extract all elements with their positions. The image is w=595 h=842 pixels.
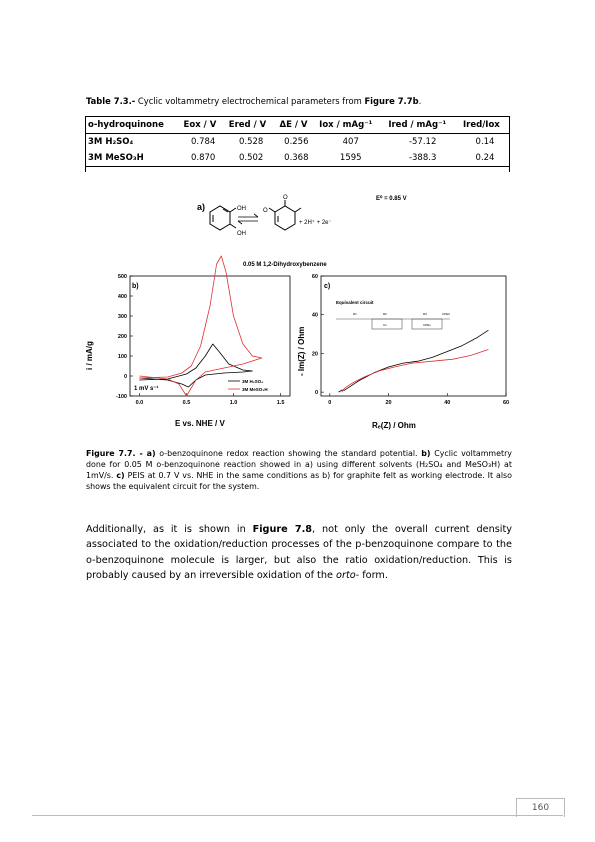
table-header: o-hydroquinone [88, 120, 164, 130]
table-header: Iox / mAg⁻¹ [319, 120, 373, 130]
panel-a-label: a) [197, 202, 206, 212]
fig-caption-c: c) [116, 471, 125, 480]
table-cell: 0.502 [238, 153, 264, 163]
panel-b [85, 256, 290, 428]
parameters-table [85, 116, 510, 167]
fig-caption-text: PEIS at 0.7 V vs. NHE in the same conditions as b) for graphite felt as working electrode. It also shows the equivalent circuit for the system. [86, 471, 512, 491]
peis-x-tick-label: 0 [328, 400, 332, 406]
products-label: + 2H⁺ + 2e⁻ [299, 220, 332, 226]
row-label: 3M MeSO₃H [88, 153, 144, 163]
peis-y-tick-label: 40 [311, 312, 318, 319]
circuit-label: Equivalent circuit [336, 300, 374, 305]
peis-x-tick-label: 40 [444, 400, 451, 406]
circuit-element: R2 [383, 312, 387, 316]
figure-caption [86, 448, 512, 492]
panel-c-ylabel: - Im(Z) / Ohm [297, 326, 306, 376]
fig-caption-text: o-benzoquinone redox reaction showing the standard potential. [155, 449, 422, 458]
circuit-element: C1 [383, 323, 387, 327]
table-cell: 0.870 [190, 153, 216, 163]
ketone-o-label: O [263, 208, 268, 214]
table-cell: 407 [342, 137, 359, 147]
cv-x-tick-label: 0.0 [135, 400, 144, 406]
circuit-element: R1 [353, 312, 357, 316]
panel-c-xlabel: Rₑ(Z) / Ohm [372, 421, 416, 430]
panel-b-ylabel: i / mA/g [85, 341, 94, 370]
table-cell: 0.14 [475, 137, 495, 147]
legend-h2so4: 3M H₂SO₄ [242, 379, 264, 384]
figure-main-title: 0.05 M 1,2-Dihydroxybenzene [243, 262, 327, 268]
oh-bottom-label: OH [237, 231, 246, 237]
table-cell: 0.368 [284, 153, 309, 163]
circuit-element: CPE1 [423, 323, 431, 327]
table-caption-text: Cyclic voltammetry electrochemical parameters from [135, 96, 365, 106]
standard-potential: E⁰ = 0.85 V [376, 196, 407, 202]
cv-y-tick-label: 300 [117, 314, 127, 320]
panel-b-label: b) [132, 283, 139, 290]
table-cell: -57.12 [408, 137, 437, 147]
quinone-structure [269, 200, 301, 230]
cv-y-tick-label: 200 [117, 334, 127, 340]
table-cell: 0.784 [190, 137, 216, 147]
table-caption [86, 96, 421, 106]
table-caption-label: Table 7.3.- [86, 96, 136, 106]
peis-x-tick-label: 60 [502, 400, 510, 406]
peis-y-tick-label: 20 [311, 351, 318, 358]
peis-y-tick-label: 60 [311, 274, 318, 280]
figure-7-7 [80, 180, 520, 440]
circuit-element: CPE2 [442, 312, 450, 316]
page-number: 160 [516, 798, 565, 817]
body-emphasis: orto- [336, 569, 360, 581]
carbonyl-o-label: O [283, 195, 288, 201]
fig-caption-text: Cyclic voltammetry done for 0.05 M o-benzoquinone reaction showed in a) using different solvents (H₂SO₄ and MeSO₃H) at 1mV/s. [86, 449, 512, 480]
body-text: form. [359, 569, 388, 581]
table-cell: 0.24 [475, 153, 495, 163]
cv-y-tick-label: 0 [123, 374, 127, 380]
peis-y-tick-label: 0 [314, 390, 318, 397]
cv-y-tick-label: 400 [117, 294, 127, 300]
table-header: Ired/Iox [463, 120, 500, 130]
footer-line [32, 815, 563, 816]
cv-x-tick-label: 1.5 [276, 400, 285, 406]
equivalent-circuit [336, 319, 450, 329]
cv-x-tick-label: 1.0 [229, 400, 238, 406]
table-cell: 0.528 [238, 137, 264, 147]
panel-c [297, 274, 509, 430]
panel-b-xlabel: E vs. NHE / V [175, 419, 225, 428]
oh-top-label: OH [237, 206, 246, 212]
legend-mesoh: 3M MeSO₃H [242, 387, 268, 392]
body-paragraph [86, 522, 512, 583]
cv-series-line-1 [139, 256, 264, 396]
equilibrium-arrow [238, 214, 258, 224]
table-header: Eox / V [183, 120, 217, 130]
peis-series-line-0 [339, 330, 489, 392]
peis-x-tick-label: 20 [385, 400, 392, 406]
panel-b-frame [130, 276, 290, 396]
body-text: Additionally, as it is shown in [86, 524, 253, 535]
circuit-element: R3 [423, 312, 427, 316]
body-text: , not only the overall current density associated to the oxidation/reduction processes of the p-benzoquinone compare to the o-benzoquinone molecule is larger, but also the ratio oxidation/reduction. This is probably caused by an irreversible oxidation of the [86, 524, 512, 581]
table-row [85, 134, 510, 151]
peis-series-line-1 [342, 350, 489, 393]
body-figure-ref: Figure 7.8 [252, 524, 313, 535]
table-header-row [85, 117, 510, 134]
fig-caption-label: Figure 7.7. - a) [86, 449, 156, 458]
table-header: Ered / V [228, 120, 267, 130]
table-caption-end: . [418, 96, 422, 106]
row-label: 3M H₂SO₄ [88, 137, 134, 147]
catechol-structure [210, 206, 236, 230]
panel-c-frame [321, 276, 506, 396]
cv-y-tick-label: -100 [115, 394, 127, 400]
table-cell: -388.3 [408, 153, 437, 163]
table-cell: 1595 [339, 153, 362, 163]
table-cell: 0.256 [284, 137, 309, 147]
table-header: ΔE / V [279, 120, 308, 130]
cv-y-tick-label: 500 [117, 274, 127, 280]
table-header: Ired / mAg⁻¹ [388, 120, 447, 130]
scan-rate-label: 1 mV s⁻¹ [134, 386, 159, 392]
cv-x-tick-label: 0.5 [182, 400, 191, 406]
panel-c-label: c) [324, 283, 331, 290]
table-row [85, 150, 510, 167]
cv-y-tick-label: 100 [117, 354, 127, 360]
fig-caption-b: b) [421, 449, 431, 458]
table-caption-ref: Figure 7.7b [364, 96, 419, 106]
